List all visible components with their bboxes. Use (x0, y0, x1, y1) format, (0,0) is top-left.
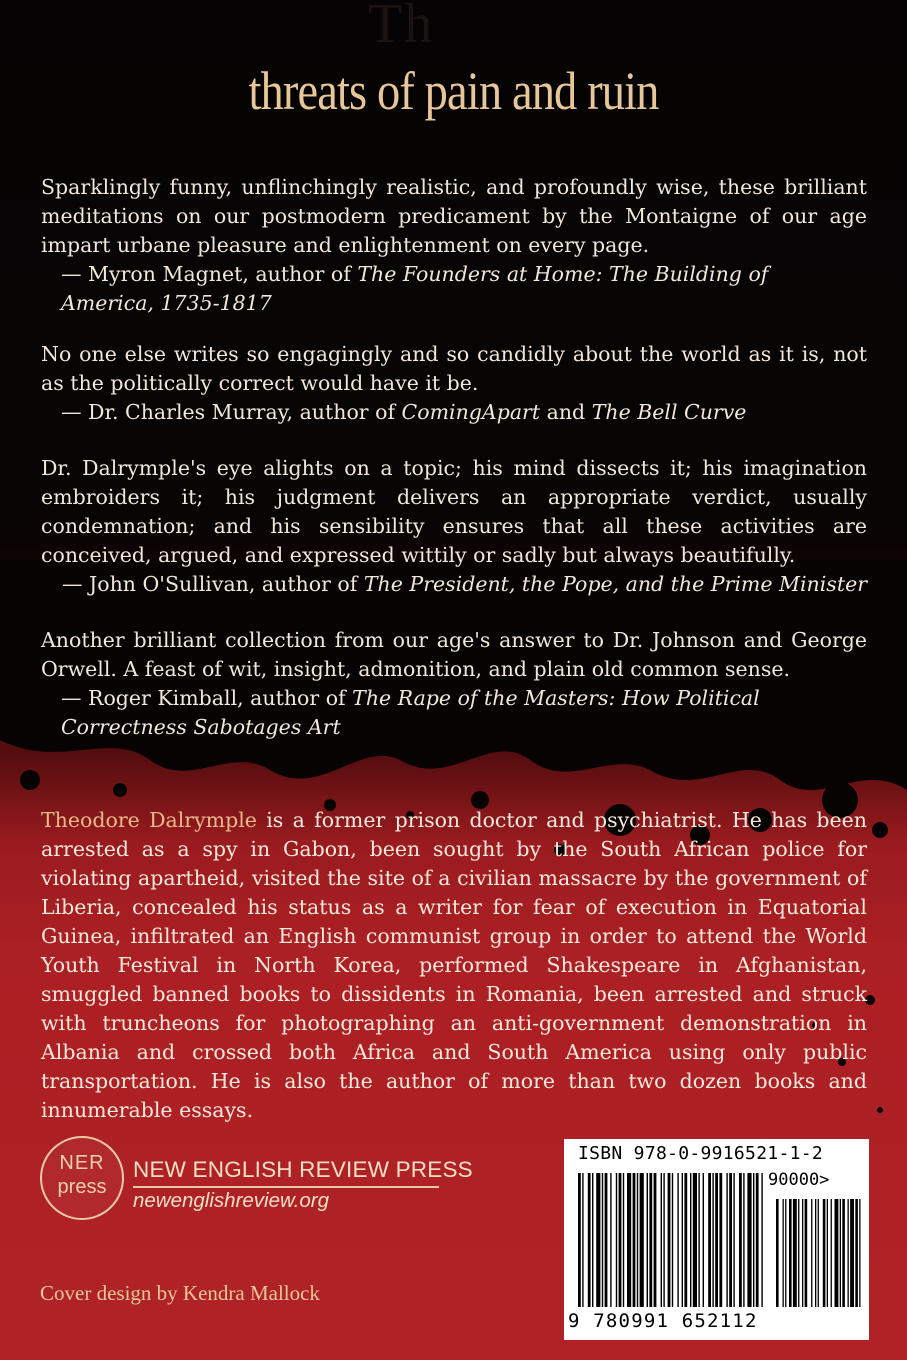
ner-press-logo (40, 1136, 124, 1220)
barcode-bar (627, 1173, 631, 1307)
ean-number: 9 780991 652112 (568, 1310, 758, 1332)
barcode-bar (592, 1173, 593, 1307)
book-title: The President, the Pope, and the Prime Minister (363, 572, 867, 596)
barcode-bar (831, 1199, 832, 1307)
barcode-bar (715, 1173, 718, 1307)
logo-press-text: press (57, 1176, 107, 1198)
book-title: ComingApart (401, 400, 541, 424)
publisher-url: newenglishreview.org (133, 1189, 330, 1212)
barcode-bar (726, 1173, 727, 1307)
barcode-bar (743, 1173, 744, 1307)
isbn-barcode (564, 1139, 869, 1340)
attribution-prefix: — John O'Sullivan, author of (62, 572, 364, 596)
isbn-number: ISBN 978-0-9916521-1-2 (578, 1143, 824, 1164)
bio-text: is a former prison doctor and psychiatrist. He has been arrested as a spy in Gabon, been sought by the South African police for violating apartheid, visited the site of a civilian massacre by the government of Liberia, concealed his status as a writer for fear of execution in Equatorial Guinea, infiltrated an English communist group in order to attend the World Youth Festival in North Korea, performed Shakespeare in Afghanistan, smuggled banned books to dissidents in Romania, been arrested and struck with truncheons for photographing an anti-government demonstration in Albania and crossed both Africa and South America using only public transportation. He is also the author of more than two dozen books and innumerable essays. (41, 808, 868, 1122)
barcode-bar (793, 1199, 797, 1307)
barcode-bar (693, 1173, 697, 1307)
blurb-quote: Another brilliant collection from our age's answer to Dr. Johnson and George Orwell. A feast of wit, insight, admonition, and plain old common sense. (41, 628, 867, 681)
barcode-bar (827, 1199, 828, 1307)
publisher-name: NEW ENGLISH REVIEW PRESS (133, 1157, 473, 1182)
barcode-bar (677, 1173, 678, 1307)
barcode-bar (798, 1199, 799, 1307)
blurb-attribution (41, 398, 867, 427)
barcode-bar (753, 1173, 754, 1307)
barcode-bar (842, 1199, 845, 1307)
book-title: The Founders at Home: The Building of America, 1735-1817 (61, 262, 769, 315)
barcode-bar (815, 1199, 816, 1307)
barcode-bar (588, 1173, 591, 1307)
logo-ner-text: NER (59, 1152, 105, 1174)
barcode-bar (616, 1173, 617, 1307)
blurb-quote: No one else writes so engagingly and so candidly about the world as it is, not as the politically correct would have it be. (41, 342, 867, 395)
headline: threats of pain and ruin (248, 61, 659, 121)
barcode-bar (719, 1173, 722, 1307)
book-title: The Bell Curve (591, 400, 747, 424)
barcode-bar (811, 1199, 812, 1307)
ghost-title-text: Th (368, 0, 435, 55)
barcode-bar (756, 1173, 759, 1307)
barcode-bar (637, 1173, 638, 1307)
author-bio (41, 806, 867, 1125)
author-name: Theodore Dalrymple (41, 808, 257, 832)
barcode-bar (859, 1199, 860, 1307)
barcode-bar (582, 1173, 583, 1307)
barcode-bar (596, 1173, 600, 1307)
barcode-bar (835, 1199, 839, 1307)
barcode-bar (668, 1173, 671, 1307)
barcode-bar (729, 1173, 732, 1307)
barcode-bar (703, 1173, 704, 1307)
barcode-bar (690, 1173, 691, 1307)
barcode-bar (654, 1173, 657, 1307)
barcode-bar (785, 1199, 786, 1307)
barcode-bar (747, 1173, 751, 1307)
price-code: 90000> (768, 1170, 830, 1190)
barcode-bar (623, 1173, 624, 1307)
blurb-attribution (41, 684, 867, 742)
barcode-bar (663, 1173, 664, 1307)
barcode-bar (698, 1173, 699, 1307)
blurb-4 (41, 626, 867, 742)
blurb-quote: Dr. Dalrymple's eye alights on a topic; his mind dissects it; his imagination embroiders it; his judgment delivers an appropriate verdict, usually condemnation; and his sensibility ensures that all these activities are conceived, argued, and expressed wittily or sadly but always beautifully. (41, 456, 867, 567)
blurb-attribution (41, 570, 867, 599)
blurb-1 (41, 173, 867, 318)
barcode-bar (850, 1199, 854, 1307)
attribution-prefix: — Roger Kimball, author of (61, 686, 353, 710)
attribution-prefix: — Dr. Charles Murray, author of (61, 400, 402, 424)
cover-design-credit: Cover design by Kendra Mallock (40, 1281, 320, 1305)
barcode-bar (805, 1199, 808, 1307)
barcode-bar (647, 1173, 648, 1307)
attribution-conjunction: and (540, 400, 592, 424)
attribution-prefix: — Myron Magnet, author of (61, 262, 358, 286)
barcode-bar (818, 1199, 819, 1307)
barcode-bar (761, 1173, 762, 1307)
barcode-bar (682, 1173, 683, 1307)
blurb-quote: Sparklingly funny, unflinchingly realistic, and profoundly wise, these brilliant meditations on our postmodern predicament by the Montaigne of our age impart urbane pleasure and enlightenment on every page. (41, 175, 867, 257)
barcode-bar (855, 1199, 858, 1307)
barcode-bar (602, 1173, 603, 1307)
blurb-3 (41, 454, 867, 599)
publisher-divider (133, 1186, 439, 1188)
barcode-bar (802, 1199, 803, 1307)
barcode-bar (619, 1173, 622, 1307)
barcode-bar (733, 1173, 734, 1307)
barcode-bar (823, 1199, 826, 1307)
barcode-bar (605, 1173, 608, 1307)
barcode-bar (789, 1199, 792, 1307)
barcode-bar (684, 1173, 687, 1307)
barcode-bar (848, 1199, 849, 1307)
book-title: The Rape of the Masters: How Political Correctness Sabotages Art (61, 686, 760, 739)
blurb-2 (41, 340, 867, 427)
barcode-bar (708, 1173, 711, 1307)
blurb-attribution (41, 260, 867, 318)
barcode-bar (672, 1173, 673, 1307)
barcode-bar (712, 1173, 713, 1307)
barcode-bar (661, 1173, 662, 1307)
barcode-bar (633, 1173, 636, 1307)
barcode-bar (776, 1199, 779, 1307)
barcode-bar (610, 1173, 611, 1307)
barcode-bar (640, 1173, 644, 1307)
barcode-bar (739, 1173, 742, 1307)
barcode-bar (649, 1173, 652, 1307)
barcode-bar (578, 1173, 581, 1307)
barcode-bar (840, 1199, 841, 1307)
barcode-bar (783, 1199, 784, 1307)
